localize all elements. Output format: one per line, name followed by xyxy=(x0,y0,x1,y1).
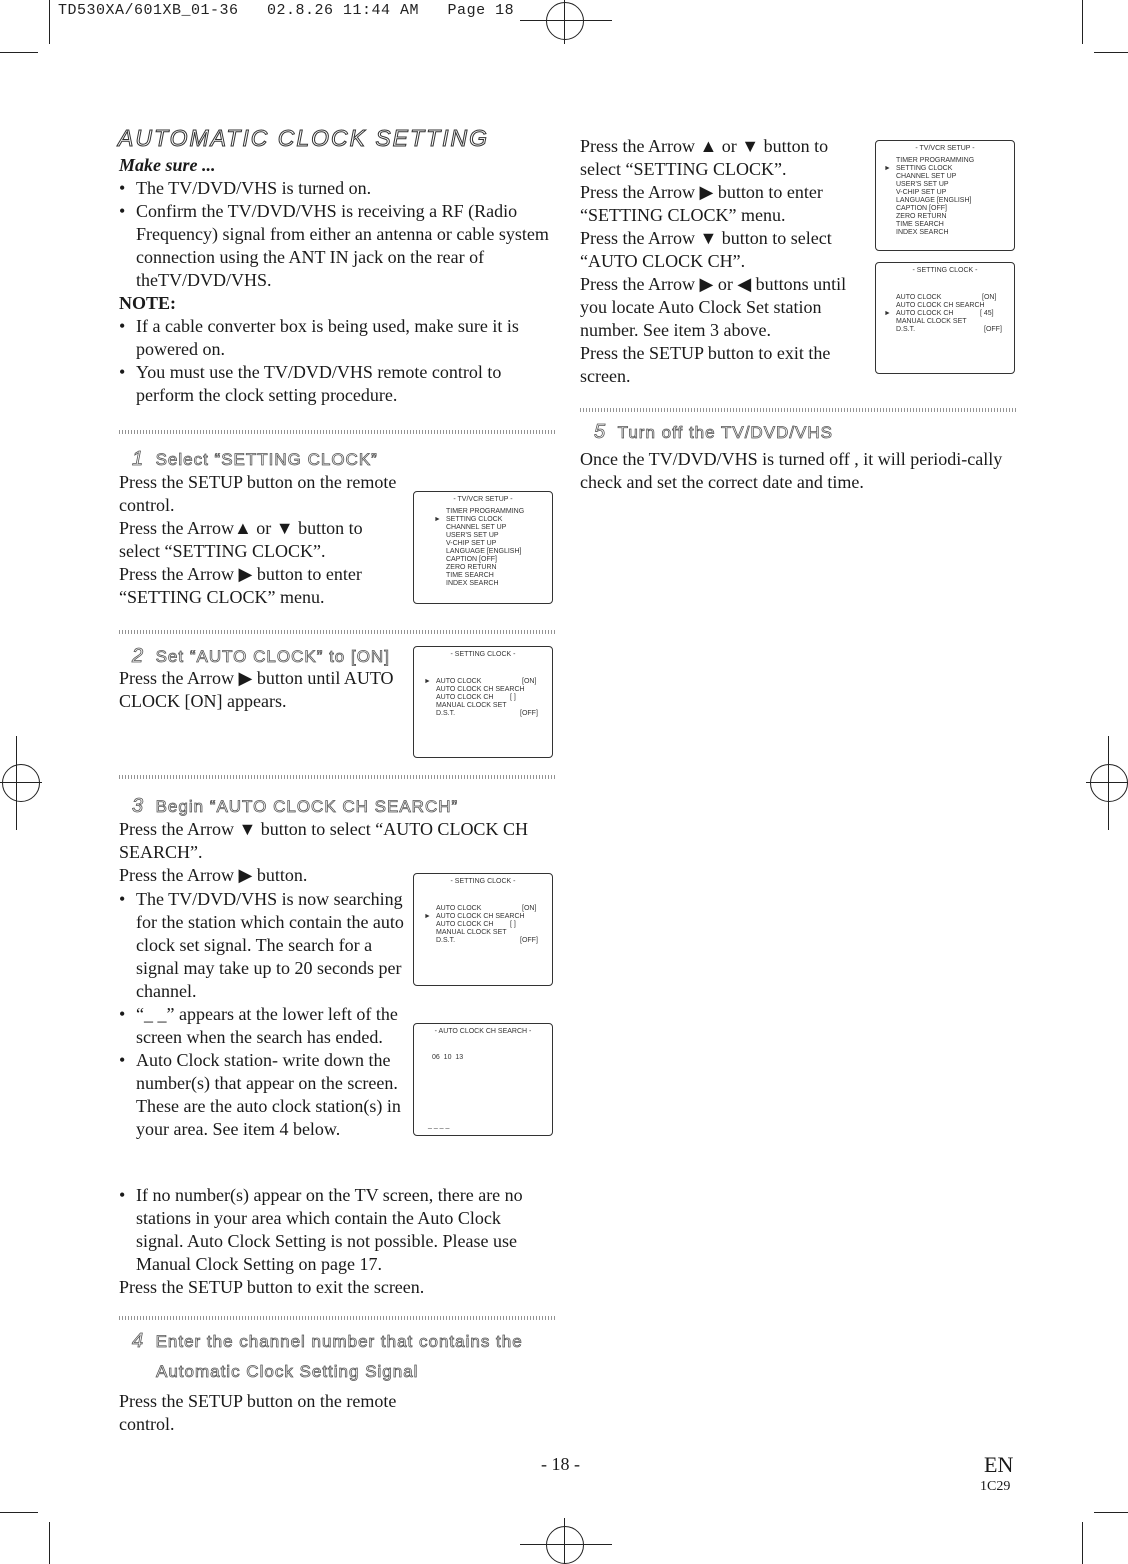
registration-line xyxy=(564,1518,565,1564)
osd-setup-menu-right: - TV/VCR SETUP - TIMER PROGRAMMING ► SETTING CLOCK CHANNEL SET UP USER'S SET UP V-CHIP SET UP LANGUAGE [ENGLISH] CAPTION [OFF] ZERO RETURN TIME SEARCH INDEX SEARCH xyxy=(875,140,1015,251)
print-header: TD530XA/601XB_01-36 02.8.26 11:44 AM Page 18 xyxy=(58,2,515,19)
step-3-text-top: Press the Arrow ▼ button to select “AUTO CLOCK CH SEARCH”. Press the Arrow ▶ button. xyxy=(119,819,528,885)
osd-auto-clock-ch-search xyxy=(413,1023,553,1136)
osd-title: - AUTO CLOCK CH SEARCH - xyxy=(434,1028,532,1035)
crop-mark xyxy=(0,52,38,53)
crop-mark xyxy=(1082,1522,1083,1564)
crop-mark xyxy=(1094,52,1128,53)
section-divider xyxy=(580,408,1016,412)
section-divider xyxy=(119,775,555,779)
crop-mark xyxy=(0,1512,38,1513)
list-item: • If no number(s) appear on the TV screen, there are no stations in your area which contain the Auto Clock signal. Auto Clock Setting is not possible. Please use Manual Clock Setting on page 17. xyxy=(119,1185,523,1274)
crop-mark xyxy=(1094,1512,1128,1513)
step-4-text-right: Press the Arrow ▲ or ▼ button to select “SETTING CLOCK”. Press the Arrow ▶ button to enter “SETTING CLOCK” menu. Press the Arrow ▼ button to select “AUTO CLOCK CH”. Press the Arrow ▶ or ◀ buttons until you locate Auto Clock Set station number. See item 3 above. Press the SETUP button to exit the screen. xyxy=(580,136,847,386)
step-3-bullets-wide: • If no number(s) appear on the TV screen, there are no stations in your area which contain the Auto Clock signal. Auto Clock Setting is not possible. Please use Manual Clock Setting on page 17. Press the SETUP button to exit the screen. xyxy=(119,1184,551,1299)
osd-title: - SETTING CLOCK - xyxy=(450,651,516,658)
cursor-icon: ► xyxy=(884,165,891,172)
list-item: • Confirm the TV/DVD/VHS is receiving a RF (Radio Frequency) signal from either an antenna or cable system connection using the ANT IN jack on the rear of theTV/DVD/VHS. xyxy=(119,201,549,290)
section-divider xyxy=(119,630,555,634)
page-number: - 18 - xyxy=(541,1454,580,1474)
step-1-title: 1 Select “SETTING CLOCK” xyxy=(132,448,378,470)
section-divider xyxy=(119,1316,555,1320)
registration-mark-left xyxy=(2,764,40,802)
step-4-text-left: Press the SETUP button on the remote control. xyxy=(119,1391,397,1434)
registration-mark-bottom xyxy=(546,1526,584,1564)
registration-line xyxy=(1108,736,1109,830)
page-title: AUTOMATIC CLOCK SETTING xyxy=(118,125,490,151)
registration-line xyxy=(520,1544,612,1545)
cursor-icon: ► xyxy=(884,310,891,317)
osd-title: - TV/VCR SETUP - xyxy=(453,496,513,503)
osd-title: - SETTING CLOCK - xyxy=(912,267,978,274)
step-5-title: 5 Turn off the TV/DVD/VHS xyxy=(594,421,834,443)
list-item: • You must use the TV/DVD/VHS remote control to perform the clock setting procedure. xyxy=(119,362,502,405)
note-heading: NOTE: xyxy=(119,293,177,313)
registration-line xyxy=(564,0,565,44)
step-2-title: 2 Set “AUTO CLOCK” to [ON] xyxy=(132,645,390,667)
osd-setting-clock-on: - SETTING CLOCK - ► AUTO CLOCK [ON] AUTO CLOCK CH SEARCH AUTO CLOCK CH [ ] MANUAL CLOCK SET D.S.T. [OFF] xyxy=(413,646,553,758)
list-item: • If a cable converter box is being used, make sure it is powered on. xyxy=(119,316,519,359)
step-4-title: 4 Enter the channel number that contains the Automatic Clock Setting Signal xyxy=(132,1330,523,1381)
registration-mark-top xyxy=(546,2,584,40)
section-divider xyxy=(119,430,555,434)
registration-line xyxy=(520,20,612,21)
registration-line xyxy=(0,782,42,783)
crop-mark xyxy=(49,1522,50,1564)
cursor-icon: ► xyxy=(434,516,441,523)
osd-setup-menu: - TV/VCR SETUP - TIMER PROGRAMMING ► SETTING CLOCK CHANNEL SET UP USER'S SET UP V-CHIP SET UP LANGUAGE [ENGLISH] CAPTION [OFF] ZERO RETURN TIME SEARCH INDEX SEARCH xyxy=(413,491,553,604)
step-5-text: Once the TV/DVD/VHS is turned off , it will periodi-cally check and set the correct date and time. xyxy=(580,449,1003,492)
step-3-bullets-narrow xyxy=(119,888,407,1141)
list-item: • Auto Clock station- write down the number(s) that appear on the screen. These are the auto clock station(s) in your area. See item 4 below. xyxy=(119,1050,401,1139)
step-1-text: Press the SETUP button on the remote control. Press the Arrow▲ or ▼ button to select “SETTING CLOCK”. Press the Arrow ▶ button to enter “SETTING CLOCK” menu. xyxy=(119,472,397,607)
registration-line xyxy=(16,736,17,830)
found-channels: 06 10 13 xyxy=(432,1054,464,1061)
osd-setting-clock-search: - SETTING CLOCK - AUTO CLOCK [ON] ► AUTO CLOCK CH SEARCH AUTO CLOCK CH [ ] MANUAL CLOCK SET D.S.T. [OFF] xyxy=(413,873,553,986)
step-2-text: Press the Arrow ▶ button until AUTO CLOCK [ON] appears. xyxy=(119,668,394,711)
make-sure-heading: Make sure ... xyxy=(119,155,216,175)
list-item: • The TV/DVD/VHS is turned on. xyxy=(119,178,372,198)
crop-mark xyxy=(49,0,50,44)
list-item: • “_ _” appears at the lower left of the screen when the search has ended. xyxy=(119,1004,398,1047)
make-sure-section xyxy=(119,154,551,407)
step-3-title: 3 Begin “AUTO CLOCK CH SEARCH” xyxy=(132,795,459,817)
crop-mark xyxy=(1082,0,1083,44)
registration-line xyxy=(1086,782,1128,783)
cursor-icon: ► xyxy=(424,913,431,920)
registration-mark-right xyxy=(1090,764,1128,802)
search-end-mark: _ _ _ _ xyxy=(428,1122,450,1129)
document-code: 1C29 xyxy=(980,1479,1011,1494)
osd-setting-clock-ch: - SETTING CLOCK - AUTO CLOCK [ON] AUTO CLOCK CH SEARCH ► AUTO CLOCK CH [ 45] MANUAL CLOCK SET D.S.T. [OFF] xyxy=(875,262,1015,374)
list-item: • The TV/DVD/VHS is now searching for the station which contain the auto clock set signal. The search for a signal may take up to 20 seconds per channel. xyxy=(119,889,404,1001)
osd-title: - SETTING CLOCK - xyxy=(450,878,516,885)
osd-title: - TV/VCR SETUP - xyxy=(915,145,975,152)
cursor-icon: ► xyxy=(424,678,431,685)
language-code: EN xyxy=(984,1452,1014,1477)
